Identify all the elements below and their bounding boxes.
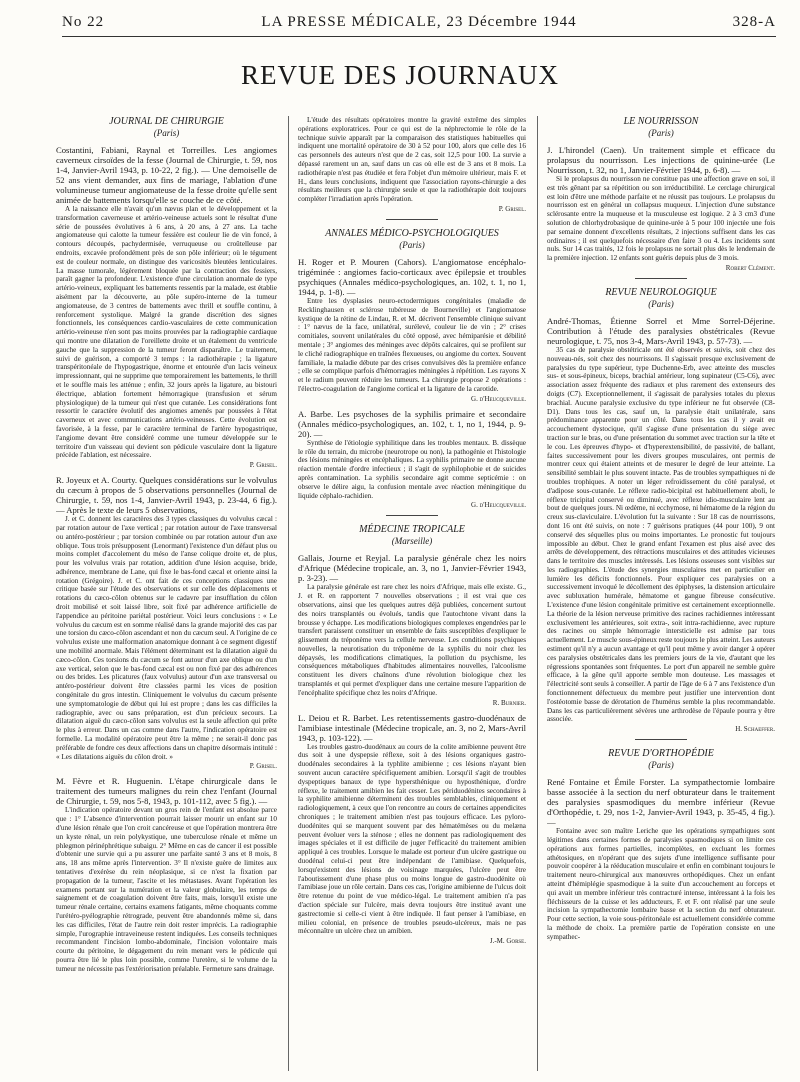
article-body: Fontaine avec son maître Leriche que les opérations sympathiques sont légitimes dans certaines formes de paralysies spasmodiques si on limite ces opérations aux formes partielles, incomplètes, en excluant les formes athétosiques, en n'opérant que des sujets d'une intelligence suffisante pour pouvoir coopérer à la rééducation musculaire et enfin en combinant toujours le traitement neuro-chirurgical aux manœuvres orthopédiques. Chez un enfant atteint d'hémiplégie spasmodique à la suite d'un accouchement au forceps et qui avait un membre inférieur très contracturé intense, intéressant à la fois les fléchisseurs de la cuisse et les adducteurs, F. et F. ont réalisé par une seule incision la sympathectomie lombaire basse et la section du nerf obturateur. Pour cette section, la voie sous-péritonéale est actuellement considérée comme la méthode de choix. La première partie de l'opération consiste en une sympathec- bbox=[547, 827, 775, 941]
section-rule bbox=[386, 515, 438, 516]
article-signature: J.-M. Gorse. bbox=[489, 937, 526, 946]
column-divider bbox=[288, 116, 289, 1071]
article-signature: P. Grisel. bbox=[498, 204, 526, 213]
article-lead: André-Thomas, Étienne Sorrel et Mme Sorrel-Déjerine. Contribution à l'étude des paralysies obstétricales (Revue neurologique, t. 75, nos 3-4, Mars-Avril 1943, p. 57-73). — bbox=[547, 315, 775, 346]
article-signature: H. Schaeffer. bbox=[735, 725, 775, 734]
article-signature: P. Grisel. bbox=[249, 461, 277, 470]
column-divider bbox=[537, 116, 538, 1071]
section-rule bbox=[386, 219, 438, 220]
article-body: L'indication opératoire devant un gros rein de l'enfant est absolue parce que : 1° L'absence d'intervention pourrait laisser mourir un enfant sur 10 d'une lésion rénale que l'on croit cancéreuse et que l'opération montrera être un kyste rénal, un rein polykystique, une tuberculose rénale et même un phlegmon périnéphrétique subaigu. 2° Même en cas de cancer il est possible d'obtenir une survie qui a pu assurer une parfaite santé 3 ans et 8 mois, 8 ans, 18 ans même après l'intervention. 3° Il n'existe guère de limites aux tentatives d'exérèse du rein néoplasique, si ce n'est la fixation par propagation de la tumeur, l'ascite et les métastases. Avant l'opération les examens portant sur la numération et la valeur globulaire, les temps de saignement et de coagulation doivent être faits, mais, lorsqu'il existe une tumeur rénale certaine, certains examens fatigants, même choquants comme l'urétéro-pyélographie rétrograde, peuvent être abandonnés même si, dans les cas difficiles, l'état de l'autre rein doit rester imprécis. La radiographie simple, l'urographie intraveineuse restent indiquées. Les conseils techniques recommandent l'incision lombo-abdominale, l'incision volontaire mais courte du péritoine, le dégagement du rein menant vers le pédicule qui pourra être lié le plus loin possible, comme l'uretère, si le volume de la tumeur ne nécessite pas l'extériorisation préalable. Fermeture sans drainage. bbox=[56, 806, 277, 973]
article-body: L'étude des résultats opératoires montre la gravité extrême des simples opérations exploratrices. Pour ce qui est de la néphrectomie le rôle de la technique suivie apparaît par la comparaison des statistiques habituelles qui indiquent une mortalité opératoire de 30 à 52 pour 100, alors que celle des 16 cas personnels des auteurs n'est que de 2 cas, soit 12,5 pour 100. La survie a dépassé rarement un an, sauf dans un cas où elle est de 3 ans et 8 mois. La radiothérapie n'est pas étudiée et fera l'objet d'un mémoire ultérieur, mais F. et H., dans leurs conclusions, indiquent que l'association rayons-chirurgie a des résultats meilleurs que la chirurgie seule et que la radiothérapie doit toujours compléter l'irradiation après l'opération. bbox=[298, 116, 526, 204]
journal-title-date: LA PRESSE MÉDICALE, 23 Décembre 1944 bbox=[261, 14, 577, 30]
article-signature: G. d'Heucqueville. bbox=[471, 501, 526, 510]
section-rule bbox=[635, 739, 687, 740]
page-title: REVUE DES JOURNAUX bbox=[240, 60, 559, 90]
article-lead: Gallais, Journe et Reyjal. La paralysie générale chez les noirs d'Afrique (Médecine tropicale, an. 3, no 1, Janvier-Février 1943, p. 3-23). — bbox=[298, 553, 526, 584]
section-location: (Marseille) bbox=[391, 536, 433, 547]
article-signature: P. Grisel. bbox=[249, 762, 277, 771]
article-body: Synthèse de l'étiologie syphilitique dans les troubles mentaux. B. dissèque le rôle du terrain, du microbe (neurotrope ou non), la pathogénie et l'histologie des lésions méningées et encéphaliques. La syphilis primaire ne donne aucune réaction mentale d'ordre infectieux ; il s'agit de syphilophobie et de suicides après contamination. La syphilis secondaire agit comme septicémie : on observe le délire aigu, la confusion mentale avec réaction méningitique du liquide céphalo-rachidien. bbox=[298, 438, 526, 500]
section-heading: JOURNAL DE CHIRURGIE bbox=[109, 116, 224, 127]
section-heading: REVUE NEUROLOGIQUE bbox=[605, 286, 717, 298]
section-location: (Paris) bbox=[648, 760, 674, 771]
section-location: (Paris) bbox=[648, 128, 674, 138]
article-lead: René Fontaine et Émile Forster. La sympathectomie lombaire basse associée à la section du nerf obturateur dans le traitement des paralysies spasmodiques du membre inférieur (Revue d'Orthopédie, t. 29, nos 1-2, Janvier-Avril 1943, p. 35-45, 4 fig.). — bbox=[547, 777, 775, 828]
column-3 bbox=[547, 116, 775, 1071]
article-signature: Robert Clément. bbox=[725, 263, 775, 272]
article-lead: J. L'hirondel (Caen). Un traitement simple et efficace du prolapsus du nourrisson. Les injections de quinine-urée (Le Nourrisson, t. 32, no 1, Janvier-Février 1944, p. 6-8). — bbox=[547, 145, 775, 175]
page-number-right: 328-A bbox=[732, 14, 776, 30]
section-heading: MÉDECINE TROPICALE bbox=[359, 524, 465, 536]
section-location: (Paris) bbox=[399, 239, 425, 250]
article-body: 35 cas de paralysie obstétricale ont été observés et suivis, soit chez des nouveau-nés, soit chez des nourrissons. Il s'agissait presque exclusivement de paralysies du type supérieur, type Duchenne-Erb, avec atteinte des muscles sus- et sous-épineux, biceps, brachial antérieur, long supinateur (C5-C6), avec association assez fréquente des radiaux et plus rarement des extenseurs des doigts (C7). Exceptionnellement, il s'agissait de paralysies totales du plexus brachial. Aucune paralysie exclusive du type inférieur ne fut observée (C8-D1). Dans tous les cas, sauf un, la paralysie était unilatérale, sans prédominance apparente pour un côté. Dans tous les cas il y avait eu accouchement dystocique, qu'il s'agisse d'une présentation du siège avec traction sur le bras, ou d'une présentation du sommet avec traction sur la tête et le cou. Les épreuves d'hypo- et d'hyperextensibilité, de passivité, de ballant, faites successivement pour les divers groupes musculaires, ont permis de montrer ceux qui étaient atteints et de mesurer le degré de leur atteinte. La sensibilité semblait le plus souvent intacte. Pas de troubles sympathiques ni de troubles trophiques. A noter un léger refroidissement du côté paralysé, et d'adipose sous-cutanée. Le réflexe radio-bicipital est habituellement aboli, le réflexe tricipital conservé ou diminué, avec réflexe idio-musculaire lent au bout de quelques jours. Ni œdème, ni ecchymose, ni hématome de la région du creux sus-claviculaire. L'évolution fut la suivante : Sur 18 cas de nourrissons, dont 16 ont été suivis, on note : 7 guérisons pratiques (44 pour 100), 9 ont conservé des séquelles plus ou moins importantes. Le pronostic fut toujours impossible au début. Chez le grand enfant l'examen est plus aisé avec des arrêts de développement, des rétractions musculaires et des attitudes vicieuses dans le territoire des muscles intéressés. Les lésions osseuses sont visibles sur les radiographies. L'étude des synergies musculaires met en particulier en lumière les déficits fonctionnels. Pour expliquer ces paralysies on a successivement invoqué le décollement des épiphyses, la distension articulaire avec subluxation humérale, hématome et gangue fibreuse consécutive. L'existence d'une lésion congénitale primitive est certainement exceptionnelle. La théorie de la lésion nerveuse primitive des racines rachidiennes intéressant exclusivement les antérieures, soit extra-, soit intra-rachidienne, avec rupture des racines ou simple hémorragie intersticielle est admise par tous actuellement. Le muscle sous-épineux reste toujours le plus atteint. Les auteurs estiment qu'il n'y a aucun avantage et qu'il peut même y avoir danger à opérer ces paralysies obstétricales dans les premiers jours de la vie, d'autant que les régressions spontanées sont fréquentes. Le port d'un appareil ne semble guère efficace, à la gêne qu'il apporte semble mon douteuse. Les massages et l'électricité sont seuls à conseiller. A partir de l'âge de 6 à 7 ans l'existence d'un fonctionnement défectueux du membre peut justifier une intervention dont l'ostéotomie basse de dérotation de l'humérus semble la plus recommandable. Dans les cas particulièrement sévères une arthrodèse de l'épaule pourra y être associée. bbox=[547, 345, 775, 724]
section-heading: LE NOURRISSON bbox=[623, 116, 699, 127]
page-number-left: No 22 bbox=[62, 14, 105, 30]
article-body: Entre les dysplasies neuro-ectodermiques congénitales (maladie de Recklinghausen et sclérose tubéreuse de Bourneville) et l'angiomatose kystique de la rétine de Lindau, R. et M. décrivent l'ensemble clinique suivant : 1° nævus de la face, unilatéral, surélevé, couleur lie de vin ; 2° crises comitiales, souvent unilatérales du côté opposé, avec hémiparésie et débilité mentale ; 3° angiomes des méninges avec dépôts calcaires, qui se profilent sur le cliché radiographique en traînées flexueuses, ou angiome du cortex. Souvent familiale, la maladie débute par des crises convulsives dès la première enfance ; elle se complique parfois d'hémorragies méningées à répétition. Les rayons X et le radium peuvent réduire les tumeurs. La chirurgie propose 2 opérations : l'électro-coagulation de l'angiome cortical et la ligature de la carotide. bbox=[298, 296, 526, 393]
article-body: J. et C. donnent les caractères des 3 types classiques du volvulus cæcal : par rotation autour de l'axe vertical ; par rotation autour de l'axe transversal ou antéro-postérieur ; par torsion combinée ou par rotation autour d'un axe oblique. Tous trois présupposent (Lenormant) l'existence d'un défaut plus ou moins complet d'accolement du méso de l'anse colique droite et, de plus, pour les volvulus vrais par rotation, addition d'une lésion acquise, bride, adhérence, membrane de Lane, qui fixe le bas-fond cæcal et oriente ainsi la rotation (Grégoire). J. et C. ont fait de ces conceptions classiques une critique basée sur l'étude des observations et sur celle des déplacements et rotations du cæco-côlon obtenus sur le cadavre par insufflation du côlon droit mobilisé et soit laissé libre, soit fixé par adhérence artificielle de l'appendice au péritoine pariétal postérieur. Voici leurs conclusions : « Le volvulus du cæcum est en somme réalisé dans la grande majorité des cas par une torsion du cæco-côlon ascendant et non du cæcum seul. A l'origine de ce volvulus existe une malformation anatomique donnant à ce segment digestif une mobilité anormale. Mais l'élément déterminant est la dilatation aiguë du cæco-côlon. Ces torsions du cæcum se font autour d'un axe oblique ou d'un axe vertical, selon que le bas-fond cæcal est ou non fixé par des adhérences ou des brides. Les plicatures (faux volvulus) autour d'un axe transversal ou antéro-postérieur doivent être classées parmi les vices de position congénitale du gros intestin. Cliniquement le volvulus du cæcum présente une symptomatologie de début qui lui est propre ; dans les cas difficiles la radiographie, avec ou sans préparation, est d'un précieux secours. La dilatation aiguë du cæco-côlon sans volvulus est la seule affection qui prête le plus à erreur. Dans un cas comme dans l'autre, l'indication opératoire est formelle. La modalité opératoire peut être la même ; ne serait-il donc pas préférable de fondre ces deux affections dans un chapitre désormais intitulé : « Les dilatations aiguës du côlon droit. » bbox=[56, 515, 277, 761]
article-lead: H. Roger et P. Mouren (Cahors). L'angiomatose encéphalo-trigéminée : angiomes facio-corticaux avec épilepsie et troubles psychiques (Annales médico-psychologiques, an. 102, t. 1, no 1, 1944, p. 1-8). — bbox=[298, 256, 526, 297]
article-lead: L. Deiou et R. Barbet. Les retentissements gastro-duodénaux de l'amibiase intestinale (Médecine tropicale, an. 3, no 2, Mars-Avril 1943, p. 103-122). — bbox=[298, 712, 526, 743]
column-2 bbox=[298, 116, 526, 1071]
article-body: La paralysie générale est rare chez les noirs d'Afrique, mais elle existe. G., J. et R. en rapportent 7 nouvelles observations ; il est vrai que ces observations, ainsi que les quelques autres déjà publiées, concernent surtout des noirs transplantés ou évolués, tandis que l'autochtone vivant dans la brousse y échappe. Les modifications biologiques complexes engendrées par le transfert paraissent constituer un ensemble de faits susceptibles d'expliquer le glissement du tréponème vers la cellule nerveuse. Les conditions psychiques nouvelles, la neurotisation du tréponème de la syphilis du noir chez les dépaysés, les modifications climatiques, la pollution du psychisme, les conséquences métaboliques d'habitudes alimentaires nouvelles, l'alcoolisme constituent les divers chaînons d'une révolution biologique chez les transplantés et qui permet d'expliquer dans une certaine mesure l'apparition de l'encéphalite spécifique chez les noirs d'Afrique. bbox=[298, 583, 526, 697]
section-heading: REVUE D'ORTHOPÉDIE bbox=[608, 748, 714, 760]
article-body: Les troubles gastro-duodénaux au cours de la colite amibienne peuvent être dus soit à une dyspepsie réflexe, soit à des lésions organiques gastro-duodénales secondaires à la typhlite amibienne ; ces lésions n'ayant bien souvent aucun caractère spécifiquement amibien. Lorsqu'il s'agit de troubles dyspeptiques banaux de type hypersthénique ou hyposthénique, d'ordre réflexe, le traitement amibien les fait cesser. Les périduodénites secondaires à la syphilite amibienne déterminent des troubles semblables, cliniquement et radiologiquement, à ceux que l'on rencontre au cours de certaines appendicites chroniques ; le traitement amibien n'est pas toujours efficace. Les pyloro-duodénites qui se marquent souvent par des hématémèses ou du melæna peuvent évoluer vers la sténose ; elles ne donnent pas radiologiquement des images spéciales et il est difficile de juger l'efficacité du traitement amibien appliqué à ces troubles. Lorsque le malade est porteur d'un ulcère gastrique ou duodénal celui-ci peut être indépendant de l'amibiase. Quelquefois, lorsqu'existent des lésions de voisinage marquées, l'ulcère peut être l'aboutissement d'une phase plus ou moins longue de gastro-duodénite où l'amibiase joue un rôle certain. Dans ces cas, l'origine amibienne de l'ulcus doit être retenue du point de vue médico-légal. Le traitement amibien n'a pas d'action spéciale sur l'ulcère, mais devra toujours être institué avant une gastrectomie si celle-ci vient à être indiquée. Il faut penser à l'amibiase, en milieu colonial, en présence de troubles pseudo-ulcéreux, mais ne pas méconnaître un ulcère chez un amibien. bbox=[298, 742, 526, 936]
section-location: (Paris) bbox=[648, 298, 674, 309]
header-rule bbox=[62, 36, 776, 37]
section-heading: ANNALES MÉDICO-PSYCHOLOGIQUES bbox=[325, 227, 499, 239]
running-header bbox=[62, 14, 776, 34]
article-body: Si le prolapsus du nourrisson ne constitue pas une affection grave en soi, il est très gênant par sa répétition ou son irréductibilité. Le cerclage chirurgical est loin d'être une méthode parfaite et ne réussit pas toujours. Le prolapsus du nourrisson est en général un collapsus muqueux. L'injection d'une substance sclérosante entre la muqueuse et la musculeuse est logique. 2 à 3 cm3 d'une solution de chlorhydrobasique de quinine-urée à 5 pour 100 injectée une fois par semaine donnent d'excellents résultats, 2 injections suffisent dans les cas ordinaires ; il est quelquefois nécessaire d'en faire 3 ou 4. Les incidents sont nuls. Sur 14 cas traités, 12 fois le prolapsus ne sortait plus dès le lendemain de la première injection. 12 enfants sont guéris depuis plus de 3 mois. bbox=[547, 175, 775, 263]
article-signature: R. Burnier. bbox=[492, 698, 526, 707]
article-lead: A. Barbe. Les psychoses de la syphilis primaire et secondaire (Annales médico-psychologiques, an. 102, t. 1, no 1, 1944, p. 9-20). — bbox=[298, 408, 526, 439]
article-signature: G. d'Heucqueville. bbox=[471, 394, 526, 403]
section-rule bbox=[635, 278, 687, 279]
article-body: A la naissance elle n'avait qu'un nævus plan et le développement et la transformation caverneuse et artério-veineuse actuels sont le résultat d'une série de poussées évolutives à 6 ans, à 20 ans, à 27 ans. La tache angiomateuse qui calotte la tumeur fessière est couleur lie de vin foncé, à contours découpés, pachydermisée, verruqueuse ou croûtelleuse par endroits, excavée profondément près de son pôle inférieur; où le tégument est de couleur normale, on distingue des varicosités bleutées lenticulaires. La masse tumorale, légèrement bloquée par la contraction des fessiers, paraît gagner la profondeur. L'existence d'une circulation anormale de type artério-veineux, expliquant les battements ressentis par la malade, est établie aisément par la découverte, au pôle supéro-interne de la tumeur angiomateuse, de 3 centres de battements avec thrill et souffle continu, à renforcement systolique. Malgré la grande discrétion des signes fonctionnels, les conséquences cardio-vasculaires de cette communication artério-veineuse n'en sont pas moins prouvées par la radiographie cardiaque qui montre une dilatation de l'oreillette droite et un étalement du ventricule gauche que la suppression de la tumeur feront disparaître. Le traitement, suivi de guérison, a comporté 3 temps : la radiothérapie ; la ligature transpéritonéale de l'hypogastrique, énorme et entourée d'un lacis veineux impressionnant, qui ne supprime que temporairement les battements, le thrill et le souffle mais les atténue ; enfin, 32 jours après la ligature, au bistouri électrique, ablation fortement hémorragique (transfusion et sérum physiologique) de la tumeur qui n'est que cutanée. Les considérations font ressortir le caractère évolutif des angiomes amenés par poussées à l'état caverneux et avec communications artério-veineuses. Cette évolution est favorisée, à la fesse, par le caractère terminal de l'artère hypogastrique, l'angiome devant être considéré comme une tumeur développée sur le territoire d'un vaisseau qui devient son pédicule vasculaire dont la ligature précède l'ablation, est nécessaire. bbox=[56, 205, 277, 460]
article-lead: Costantini, Fabiani, Raynal et Torreilles. Les angiomes caverneux cirsoïdes de la fesse (Journal de Chirurgie, t. 59, nos 1-4, Janvier-Avril 1943, p. 10-22, 2 fig.). — Une demoiselle de 52 ans vient demander, aux fins de mariage, l'ablation d'une volumineuse tumeur angiomateuse de la fesse droite qu'elle sent animée de battements lorsqu'elle se couche de ce côté. bbox=[56, 145, 277, 205]
article-lead: M. Fèvre et R. Huguenin. L'étape chirurgicale dans le traitement des tumeurs malignes du rein chez l'enfant (Journal de Chirurgie, t. 59, nos 5-8, 1943, p. 101-112, avec 5 fig.). — bbox=[56, 776, 277, 807]
article-lead: R. Joyeux et A. Courty. Quelques considérations sur le volvulus du cæcum à propos de 5 observations personnelles (Journal de Chirurgie, t. 59, nos 1-4, Janvier-Avril 1943, p. 23-44, 6 fig.). — Après le texte de leurs 5 observations, bbox=[56, 475, 277, 516]
section-location: (Paris) bbox=[153, 128, 180, 138]
column-1 bbox=[56, 116, 277, 1071]
